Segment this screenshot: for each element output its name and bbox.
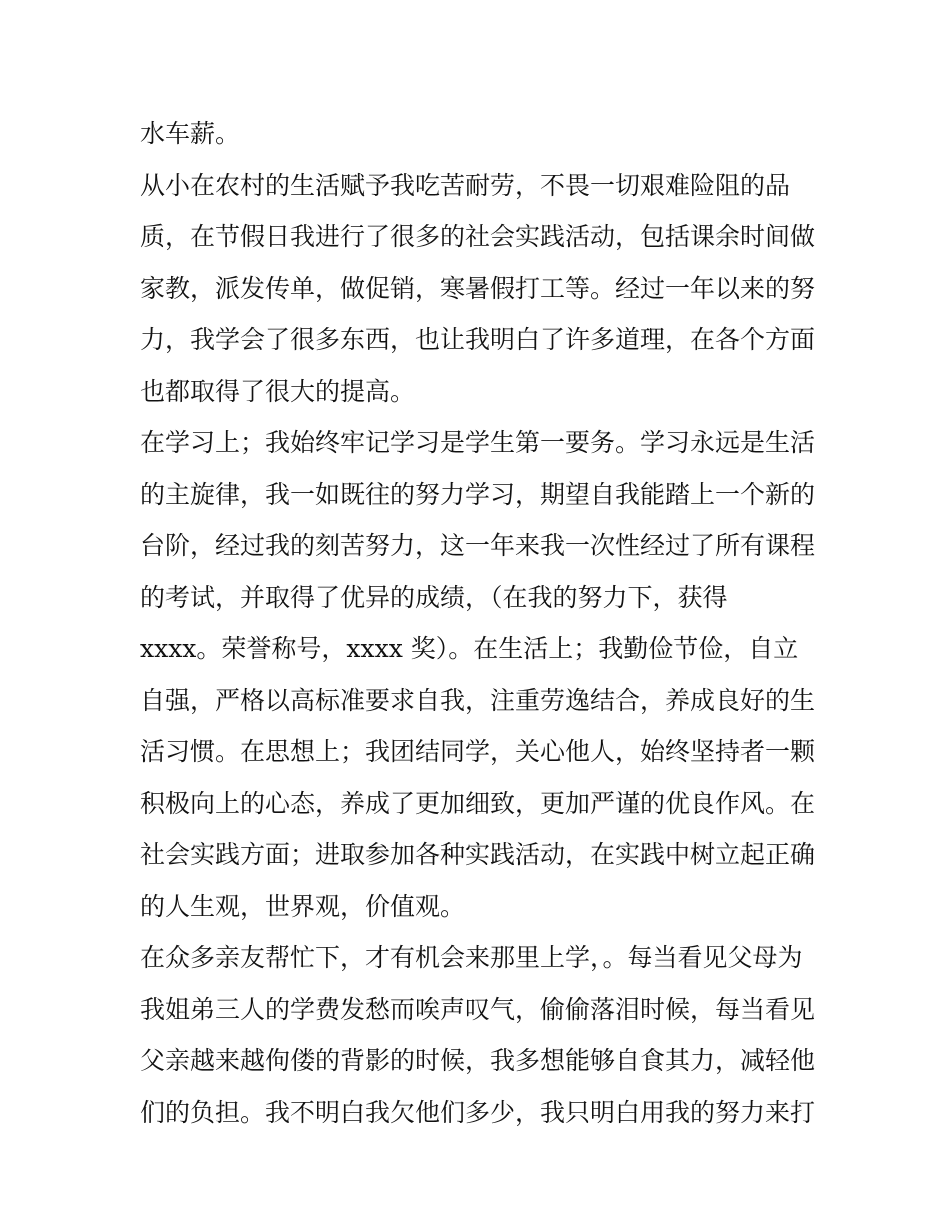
text-line: 的人生观，世界观，价值观。 (140, 891, 466, 921)
text-line: 父亲越来越佝偻的背影的时候，我多想能够自食其力，减轻他 (140, 1046, 816, 1075)
text-line: 力，我学会了很多东西，也让我明白了许多道理，在各个方面 (140, 325, 816, 354)
text-line: 在学习上；我始终牢记学习是学生第一要务。学习永远是生活 (140, 428, 816, 457)
text-line: 也都取得了很大的提高。 (140, 376, 416, 406)
text-line: 质，在节假日我进行了很多的社会实践活动，包括课余时间做 (140, 222, 816, 251)
text-line: 自强，严格以高标准要求自我，注重劳逸结合，养成良好的生 (140, 685, 816, 715)
text-line: 的考试，并取得了优异的成绩，（在我的努力下，获得 (140, 582, 728, 612)
text-line: 社会实践方面；进取参加各种实践活动，在实践中树立起正确 (140, 840, 816, 869)
text-line: 在众多亲友帮忙下，才有机会来那里上学，。每当看见父母为 (140, 943, 803, 972)
text-line: 家教，派发传单，做促销，寒暑假打工等。经过一年以来的努 (140, 273, 816, 303)
text-line: 从小在农村的生活赋予我吃苦耐劳，不畏一切艰难险阻的品 (140, 170, 791, 200)
text-line: 台阶，经过我的刻苦努力，这一年来我一次性经过了所有课程 (140, 531, 816, 560)
text-line: 的主旋律，我一如既往的努力学习，期望自我能踏上一个新的 (140, 479, 816, 509)
text-line: 水车薪。 (140, 119, 241, 148)
text-line: 积极向上的心态，养成了更加细致，更加严谨的优良作风。在 (140, 788, 816, 818)
text-line: xxxx。荣誉称号，xxxx 奖）。在生活上；我勤俭节俭，自立 (140, 634, 799, 663)
text-line: 们的负担。我不明白我欠他们多少，我只明白用我的努力来打 (140, 1097, 816, 1127)
document-body (140, 108, 830, 1138)
text-line: 活习惯。在思想上；我团结同学，关心他人，始终坚持者一颗 (140, 737, 816, 766)
text-line: 我姐弟三人的学费发愁而唉声叹气，偷偷落泪时候，每当看见 (140, 994, 816, 1024)
